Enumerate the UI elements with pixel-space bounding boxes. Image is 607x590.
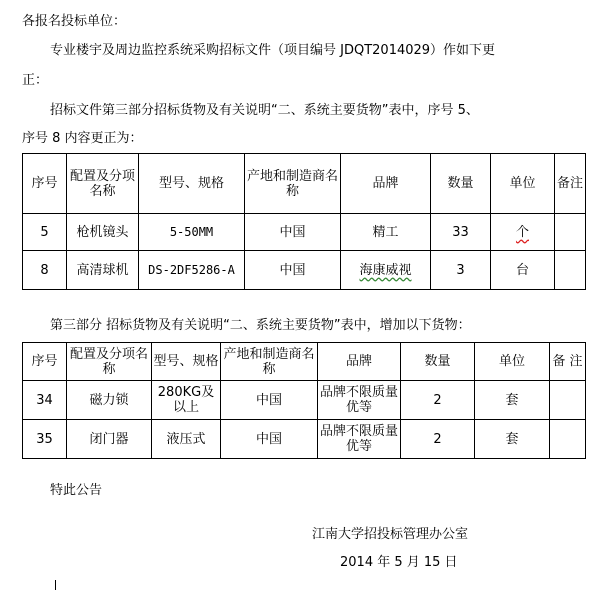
table-cell: 中国	[245, 251, 341, 290]
table-cell	[491, 214, 555, 251]
header-cell: 单位	[491, 154, 555, 214]
header-cell: 配置及分项名称	[67, 154, 139, 214]
table-cell: 33	[431, 214, 491, 251]
table-cell: 液压式	[152, 420, 221, 459]
table-cell: 套	[475, 420, 550, 459]
table-header-row	[23, 343, 586, 381]
table-cell	[550, 381, 586, 420]
text-cursor	[55, 580, 56, 590]
header-cell: 型号、规格	[152, 343, 221, 381]
header-cell: 配置及分项名称	[67, 343, 152, 381]
table-cell: 35	[23, 420, 67, 459]
table-row	[23, 214, 586, 251]
spellcheck-flagged-text: 个	[515, 224, 529, 240]
table-cell: 磁力锁	[67, 381, 152, 420]
grammar-flagged-text: 海康威视	[359, 262, 412, 278]
table-cell: 精工	[341, 214, 431, 251]
table-cell: 闭门器	[67, 420, 152, 459]
header-cell: 单位	[475, 343, 550, 381]
header-cell: 品牌	[318, 343, 401, 381]
intro-line-2: 正：	[22, 73, 49, 88]
header-cell: 产地和制造商名称	[221, 343, 318, 381]
table-cell	[555, 214, 586, 251]
table-cell: 2	[401, 381, 475, 420]
table-row	[23, 381, 586, 420]
closing-text: 特此公告	[50, 483, 103, 498]
intro-line-1: 专业楼宇及周边监控系统采购招标文件（项目编号 JDQT2014029）作如下更	[50, 43, 496, 58]
table-cell: 品牌不限质量优等	[318, 420, 401, 459]
issue-date: 2014 年 5 月 15 日	[340, 555, 458, 570]
added-items-table	[22, 342, 586, 459]
header-cell: 备 注	[550, 343, 586, 381]
add-items-line: 第三部分 招标货物及有关说明“二、系统主要货物”表中，增加以下货物：	[50, 318, 471, 333]
table-cell: 中国	[221, 381, 318, 420]
table-cell: 套	[475, 381, 550, 420]
header-cell: 序号	[23, 154, 67, 214]
table-cell	[555, 251, 586, 290]
table-header-row	[23, 154, 586, 214]
salutation: 各报名投标单位：	[22, 14, 127, 29]
header-cell: 产地和制造商名称	[245, 154, 341, 214]
header-cell: 数量	[431, 154, 491, 214]
table-row	[23, 420, 586, 459]
corrected-items-table	[22, 153, 586, 290]
header-cell: 品牌	[341, 154, 431, 214]
table-cell: 2	[401, 420, 475, 459]
change-line-1: 招标文件第三部分招标货物及有关说明“二、系统主要货物”表中，序号 5、	[50, 103, 479, 118]
table-row	[23, 251, 586, 290]
table-cell: 高清球机	[67, 251, 139, 290]
table-cell: 中国	[221, 420, 318, 459]
table-cell: 5-50MM	[139, 214, 245, 251]
table-cell: 34	[23, 381, 67, 420]
table-cell: 5	[23, 214, 67, 251]
header-cell: 数量	[401, 343, 475, 381]
table-cell	[550, 420, 586, 459]
table-cell: 枪机镜头	[67, 214, 139, 251]
header-cell: 型号、规格	[139, 154, 245, 214]
table-cell: 台	[491, 251, 555, 290]
change-line-2: 序号 8 内容更正为：	[22, 131, 143, 146]
issuing-office: 江南大学招投标管理办公室	[312, 527, 469, 542]
table-cell: 280KG及以上	[152, 381, 221, 420]
table-cell: 品牌不限质量优等	[318, 381, 401, 420]
header-cell: 备注	[555, 154, 586, 214]
header-cell: 序号	[23, 343, 67, 381]
table-cell: 中国	[245, 214, 341, 251]
table-cell: DS-2DF5286-A	[139, 251, 245, 290]
table-cell: 8	[23, 251, 67, 290]
table-cell	[341, 251, 431, 290]
table-cell: 3	[431, 251, 491, 290]
